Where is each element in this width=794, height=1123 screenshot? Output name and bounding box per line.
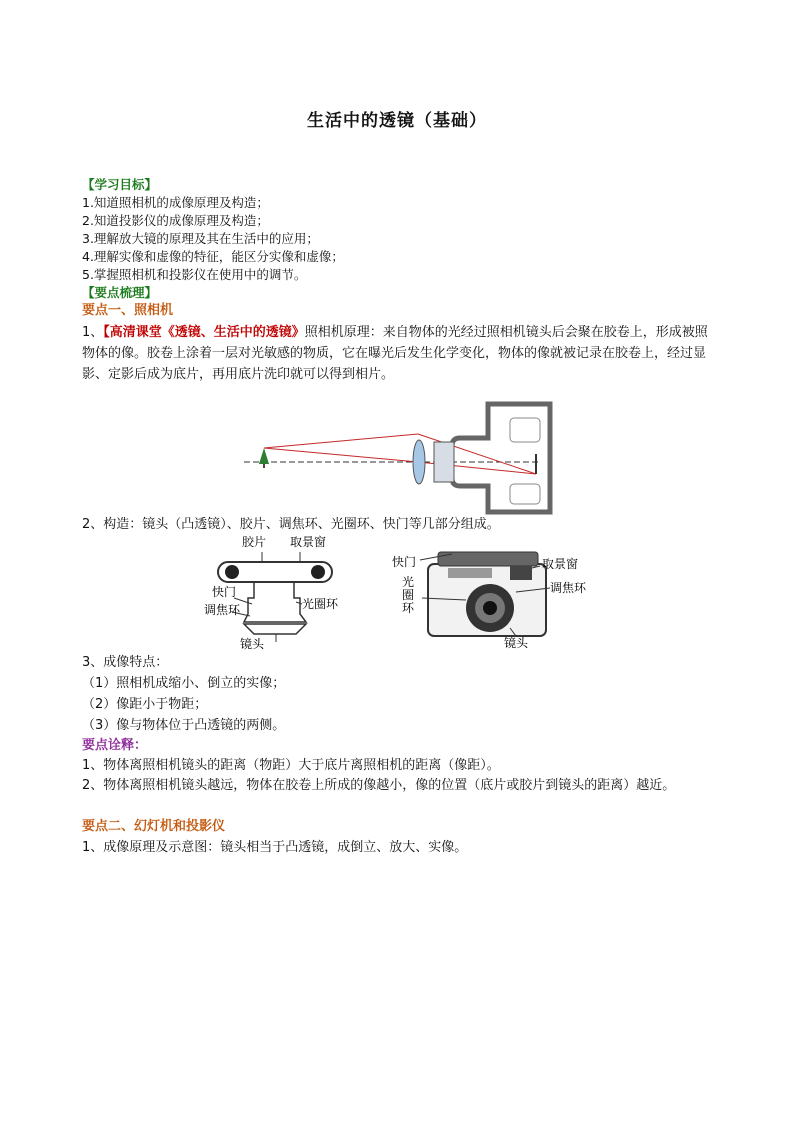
point2-heading: 要点二、幻灯机和投影仪 <box>82 819 226 834</box>
course-link[interactable]: 【高清课堂《透镜、生活中的透镜》 <box>103 325 305 340</box>
goal-item: 4.理解实像和虚像的特征，能区分实像和虚像； <box>82 249 344 264</box>
camera-structure-diagram-left <box>196 532 366 650</box>
aperture-ring-label: 光 <box>402 575 415 589</box>
note-item: 2、物体离照相机镜头越远，物体在胶卷上所成的像越小，像的位置（底片或胶片到镜头的距离）越近。 <box>82 778 676 793</box>
point2-item: 1、成像原理及示意图：镜头相当于凸透镜，成倒立、放大、实像。 <box>82 840 468 855</box>
page-title: 生活中的透镜（基础） <box>307 111 487 131</box>
feature-item: （3）像与物体位于凸透镜的两侧。 <box>82 718 286 733</box>
focus-ring-label: 调焦环 <box>204 603 241 617</box>
viewfinder-label: 取景窗 <box>542 557 579 571</box>
film-label: 胶片 <box>242 535 267 549</box>
goal-item: 1.知道照相机的成像原理及构造； <box>82 195 269 210</box>
lens-label: 镜头 <box>504 636 529 650</box>
shutter-label: 快门 <box>212 585 237 599</box>
aperture-ring-label: 光圈环 <box>302 597 339 611</box>
goal-item: 2.知道投影仪的成像原理及构造； <box>82 213 269 228</box>
aperture-ring-label: 环 <box>402 601 415 615</box>
viewfinder-label: 取景窗 <box>290 535 327 549</box>
camera-structure-diagram-right <box>392 546 592 652</box>
feature-item: （1）照相机成缩小、倒立的实像； <box>82 676 286 691</box>
aperture-ring-label: 圈 <box>402 588 415 602</box>
shutter-label: 快门 <box>392 555 417 569</box>
principle-text: 照相机原理：来自物体的光经过照相机镜头后会聚在胶卷上，形成被照物体的像。胶卷上涂着一层对光敏感的物质，它在曝光后发生化学变化，物体的像就被记录在胶卷上，经过显影、定影后成为底片，再用底片洗印就可以得到相片。 <box>82 325 708 382</box>
point1-structure: 2、构造：镜头（凸透镜）、胶片、调焦环、光圈环、快门等几部分组成。 <box>82 517 500 532</box>
goal-item: 3.理解放大镜的原理及其在生活中的应用； <box>82 231 319 246</box>
lens-icon <box>413 440 425 484</box>
focus-ring-label: 调焦环 <box>550 581 587 595</box>
notes-heading: 要点诠释： <box>82 738 148 753</box>
item-number: 1、 <box>82 325 104 340</box>
feature-item: （2）像距小于物距； <box>82 697 208 712</box>
tree-object-icon <box>259 448 269 464</box>
summary-heading: 【要点梳理】 <box>82 285 158 300</box>
goals-heading: 【学习目标】 <box>82 177 158 192</box>
goal-item: 5.掌握照相机和投影仪在使用中的调节。 <box>82 267 307 282</box>
point1-heading: 要点一、照相机 <box>82 303 174 318</box>
point1-features-heading: 3、成像特点： <box>82 655 169 670</box>
note-item: 1、物体离照相机镜头的距离（物距）大于底片离照相机的距离（像距）。 <box>82 758 500 773</box>
camera-optics-diagram <box>238 398 556 516</box>
point1-principle <box>82 322 712 385</box>
lens-label: 镜头 <box>240 637 265 650</box>
